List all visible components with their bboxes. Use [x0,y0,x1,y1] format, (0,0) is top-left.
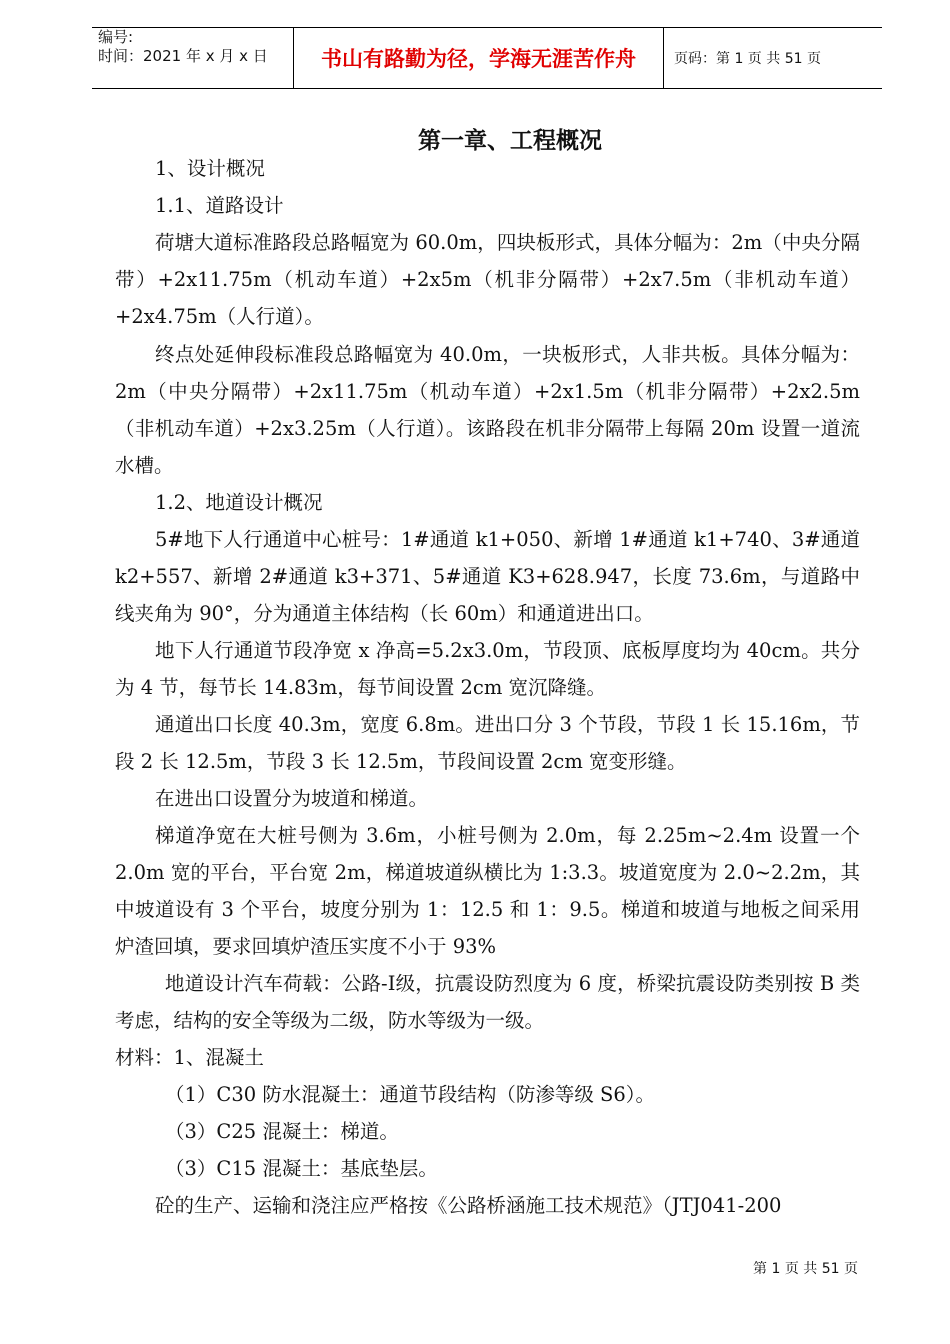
time-label: 时间：2021 年 x 月 x 日 [98,47,268,65]
body-paragraph: 5#地下人行通道中心桩号：1#通道 k1+050、新增 1#通道 k1+740、3#通道 k2+557、新增 2#通道 k3+371、5#通道 K3+628.947，长度 73.6m，与道路中线夹角为 90°，分为通道主体结构（长 60m）和通道进出口。 [115,528,860,625]
material-item: （3）C25 混凝土：梯道。 [165,1120,399,1143]
header-page-label: 页码：第 1 页 共 51 页 [674,51,821,67]
material-item: （3）C15 混凝土：基底垫层。 [165,1157,438,1180]
body-paragraph: 砼的生产、运输和浇注应严格按《公路桥涵施工技术规范》（JTJ041-200 [155,1194,782,1217]
code-label: 编号: [98,28,134,46]
body-paragraph: 梯道净宽在大桩号侧为 3.6m，小桩号侧为 2.0m，每 2.25m~2.4m 设置一个 2.0m 宽的平台，平台宽 2m，梯道坡道纵横比为 1:3.3。坡道宽度为 2.0~2.2m，其中坡道设有 3 个平台，坡度分别为 1：12.5 和 1：9.5。梯道和坡道与地板之间采用炉渣回填，要求回填炉渣压实度不小于 93% [115,824,860,958]
header-meta [92,28,294,88]
body-paragraph: 荷塘大道标准路段总路幅宽为 60.0m，四块板形式，具体分幅为：2m（中央分隔带）+2x11.75m（机动车道）+2x5m（机非分隔带）+2x7.5m（非机动车道）+2x4.75m（人行道）。 [115,231,860,328]
page-header [92,27,882,89]
materials-heading: 材料：1、混凝土 [115,1046,264,1069]
material-item: （1）C30 防水混凝土：通道节段结构（防渗等级 S6）。 [165,1083,656,1106]
section-heading: 1、设计概况 [155,157,265,180]
document-body [115,150,860,1224]
subsection-heading: 1.1、道路设计 [155,194,284,217]
page-footer: 第 1 页 共 51 页 [753,1261,858,1277]
subsection-heading: 1.2、地道设计概况 [155,491,323,514]
body-paragraph: 地下人行通道节段净宽 x 净高=5.2x3.0m，节段顶、底板厚度均为 40cm。共分为 4 节，每节长 14.83m，每节间设置 2cm 宽沉降缝。 [115,639,860,699]
body-paragraph: 地道设计汽车荷载：公路-Ⅰ级，抗震设防烈度为 6 度，桥梁抗震设防类别按 B 类考虑，结构的安全等级为二级，防水等级为一级。 [115,972,860,1032]
chapter-title: 第一章、工程概况 [418,128,602,154]
body-paragraph: 通道出口长度 40.3m，宽度 6.8m。进出口分 3 个节段，节段 1 长 15.16m，节段 2 长 12.5m，节段 3 长 12.5m，节段间设置 2cm 宽变形缝。 [115,713,860,773]
body-paragraph: 在进出口设置分为坡道和梯道。 [155,787,429,810]
header-motto: 书山有路勤为径，学海无涯苦作舟 [294,28,664,88]
body-paragraph: 终点处延伸段标准段总路幅宽为 40.0m，一块板形式，人非共板。具体分幅为：2m（中央分隔带）+2x11.75m（机动车道）+2x1.5m（机非分隔带）+2x2.5m（非机动车道）+2x3.25m（人行道）。该路段在机非分隔带上每隔 20m 设置一道流水槽。 [115,343,860,477]
